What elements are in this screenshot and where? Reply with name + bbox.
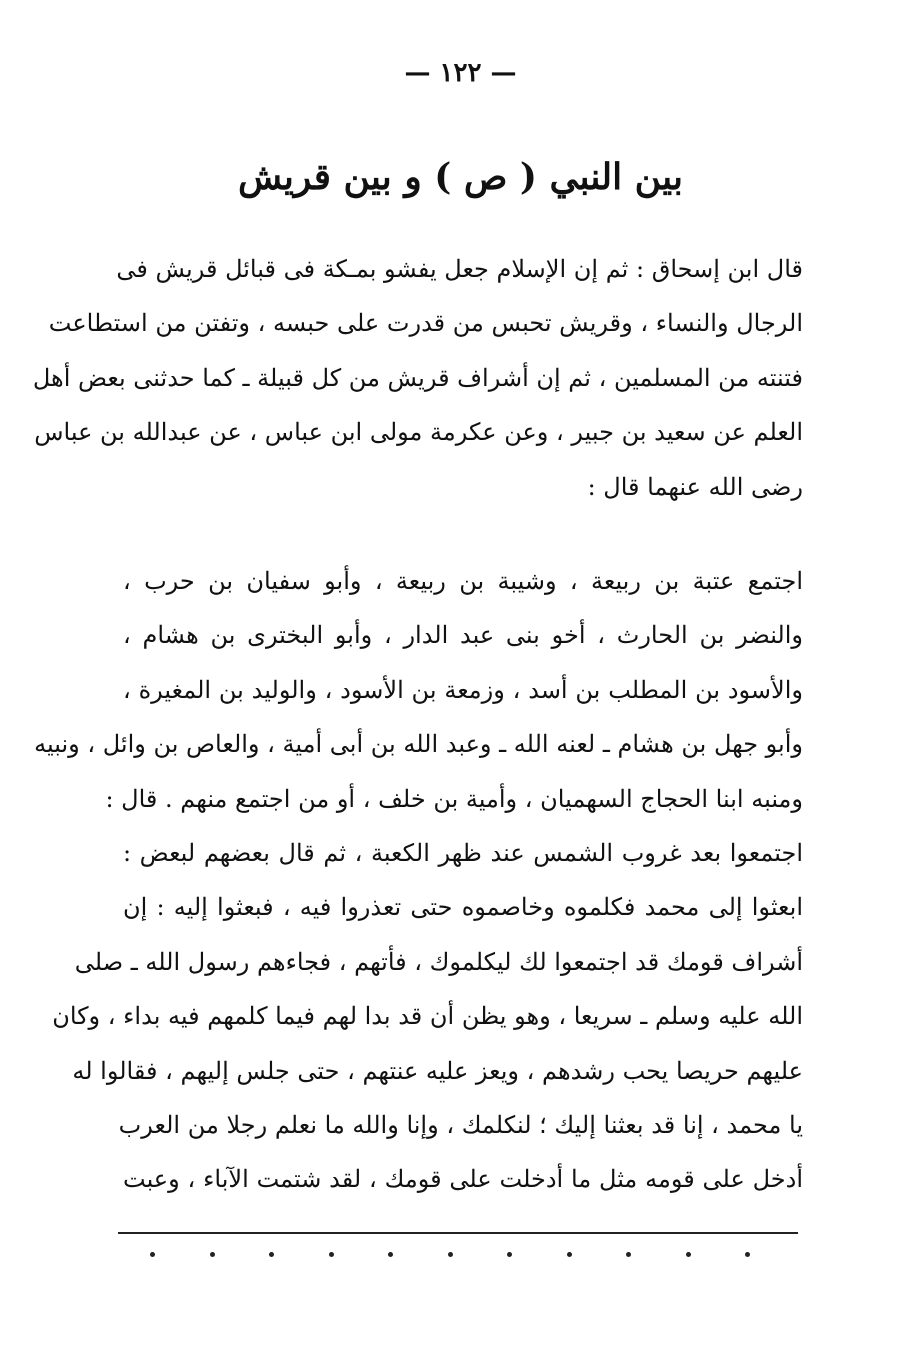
dot bbox=[626, 1252, 631, 1257]
text-line: والنضر بن الحارث ، أخو بنى عبد الدار ، وأبو البخترى بن هشام ، bbox=[123, 621, 803, 650]
text-line: رضى الله عنهما قال : bbox=[587, 472, 803, 501]
dot bbox=[448, 1252, 453, 1257]
text-line: والأسود بن المطلب بن أسد ، وزمعة بن الأسود ، والوليد بن المغيرة ، bbox=[123, 675, 803, 704]
chapter-title: بين النبي ( ص ) و بين قريش bbox=[238, 156, 683, 198]
text-line: أدخل على قومه مثل ما أدخلت على قومك ، لقد شتمت الآباء ، وعبت bbox=[123, 1165, 803, 1194]
text-line: العلم عن سعيد بن جبير ، وعن عكرمة مولى ابن عباس ، عن عبدالله بن عباس bbox=[34, 418, 803, 447]
dot bbox=[567, 1252, 572, 1257]
text-line: الرجال والنساء ، وقريش تحبس من قدرت على حبسه ، وتفتن من استطاعت bbox=[48, 309, 803, 338]
dot bbox=[329, 1252, 334, 1257]
text-line: أشراف قومك قد اجتمعوا لك ليكلموك ، فأتهم ، فجاءهم رسول الله ـ صلى bbox=[74, 947, 803, 976]
text-line: وأبو جهل بن هشام ـ لعنه الله ـ وعبد الله بن أبى أمية ، والعاص بن وائل ، ونبيه bbox=[34, 730, 803, 759]
text-line: ابعثوا إلى محمد فكلموه وخاصموه حتى تعذروا فيه ، فبعثوا إليه : إن bbox=[123, 893, 803, 922]
dot bbox=[686, 1252, 691, 1257]
footnote-divider bbox=[118, 1232, 798, 1234]
text-line: اجتمع عتبة بن ربيعة ، وشيبة بن ربيعة ، وأبو سفيان بن حرب ، bbox=[123, 567, 803, 595]
paragraph-1 bbox=[32, 242, 803, 514]
dot bbox=[388, 1252, 393, 1257]
text-line: فتنته من المسلمين ، ثم إن أشراف قريش من كل قبيلة ـ كما حدثنى بعض أهل bbox=[32, 363, 803, 392]
text-line: اجتمعوا بعد غروب الشمس عند ظهر الكعبة ، ثم قال بعضهم لبعض : bbox=[123, 839, 803, 868]
text-line: يا محمد ، إنا قد بعثنا إليك ؛ لنكلمك ، وإنا والله ما نعلم رجلا من العرب bbox=[118, 1111, 803, 1140]
dot bbox=[150, 1252, 155, 1257]
text-line: الله عليه وسلم ـ سريعا ، وهو يظن أن قد بدا لهم فيما كلمهم فيه بداء ، وكان bbox=[52, 1002, 803, 1031]
text-line: عليهم حريصا يحب رشدهم ، ويعز عليه عنتهم ، حتى جلس إليهم ، فقالوا له bbox=[72, 1056, 803, 1085]
page-number: — ١٢٢ — bbox=[404, 58, 517, 88]
text-line: قال ابن إسحاق : ثم إن الإسلام جعل يفشو بمـكة فى قبائل قريش فى bbox=[116, 255, 803, 283]
dot bbox=[210, 1252, 215, 1257]
text-line: ومنبه ابنا الحجاج السهميان ، وأمية بن خلف ، أو من اجتمع منهم . قال : bbox=[105, 784, 803, 813]
dot bbox=[745, 1252, 750, 1257]
footnote-dots bbox=[150, 1252, 750, 1257]
paragraph-2 bbox=[34, 554, 803, 1207]
dot bbox=[269, 1252, 274, 1257]
dot bbox=[507, 1252, 512, 1257]
